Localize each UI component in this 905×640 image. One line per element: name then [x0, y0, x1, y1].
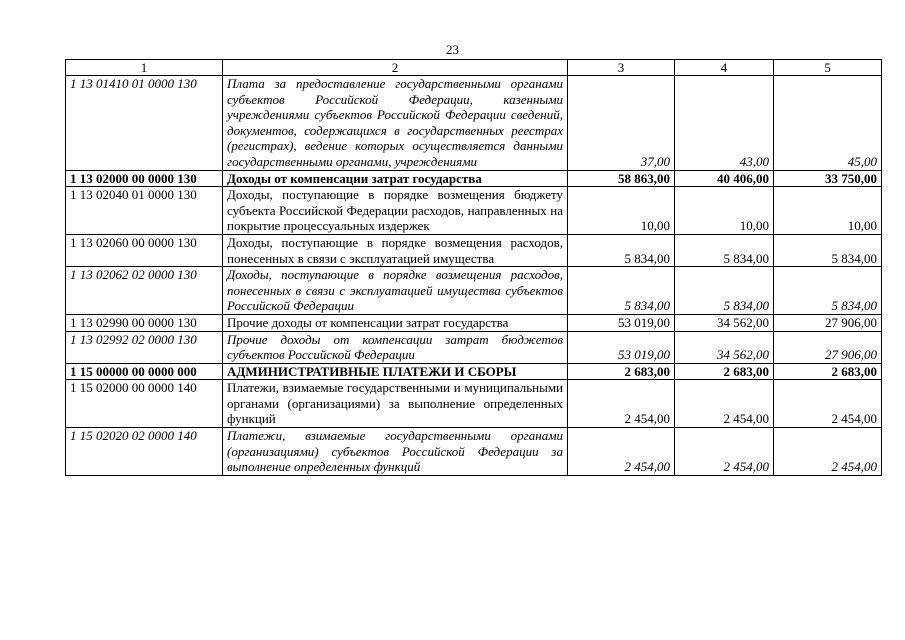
revenue-name-cell: Прочие доходы от компенсации затрат государства	[223, 314, 568, 331]
value-col5-cell: 2 683,00	[774, 363, 882, 380]
table-row	[66, 380, 882, 428]
value-col4-cell: 34 562,00	[675, 314, 774, 331]
table-row	[66, 267, 882, 315]
value-col5-cell: 27 906,00	[774, 314, 882, 331]
value-col4-cell: 5 834,00	[675, 234, 774, 266]
budget-table	[65, 59, 882, 476]
table-row	[66, 428, 882, 476]
value-col4-cell: 43,00	[675, 76, 774, 171]
value-col4-cell: 2 683,00	[675, 363, 774, 380]
column-header: 5	[774, 60, 882, 76]
value-col4-cell: 2 454,00	[675, 380, 774, 428]
value-col5-cell: 27 906,00	[774, 331, 882, 363]
revenue-name-cell: Плата за предоставление государственными органами субъектов Российской Федерации, казенными учреждениями субъектов Российской Федерации сведений, документов, содержащихся в государственных реестрах (регистрах), ведение которых осуществляется данными государственными органами, учреждениями	[223, 76, 568, 171]
revenue-name-cell: Доходы, поступающие в порядке возмещения расходов, понесенных в связи с эксплуатацией имущества	[223, 234, 568, 266]
revenue-name-cell: Доходы, поступающие в порядке возмещения бюджету субъекта Российской Федерации расходов, направленных на покрытие процессуальных издержек	[223, 187, 568, 235]
table-row	[66, 363, 882, 380]
value-col5-cell: 10,00	[774, 187, 882, 235]
column-header: 4	[675, 60, 774, 76]
budget-code-cell: 1 15 02000 00 0000 140	[66, 380, 223, 428]
revenue-name-cell: Доходы от компенсации затрат государства	[223, 170, 568, 187]
budget-code-cell: 1 13 01410 01 0000 130	[66, 76, 223, 171]
value-col4-cell: 34 562,00	[675, 331, 774, 363]
value-col4-cell: 5 834,00	[675, 267, 774, 315]
value-col5-cell: 2 454,00	[774, 380, 882, 428]
table-row	[66, 170, 882, 187]
table-row	[66, 234, 882, 266]
value-col3-cell: 2 454,00	[568, 428, 675, 476]
column-header: 2	[223, 60, 568, 76]
value-col4-cell: 10,00	[675, 187, 774, 235]
budget-code-cell: 1 13 02040 01 0000 130	[66, 187, 223, 235]
revenue-name-cell: АДМИНИСТРАТИВНЫЕ ПЛАТЕЖИ И СБОРЫ	[223, 363, 568, 380]
budget-code-cell: 1 13 02990 00 0000 130	[66, 314, 223, 331]
value-col5-cell: 5 834,00	[774, 234, 882, 266]
table-row	[66, 76, 882, 171]
value-col3-cell: 53 019,00	[568, 314, 675, 331]
budget-code-cell: 1 13 02000 00 0000 130	[66, 170, 223, 187]
value-col3-cell: 5 834,00	[568, 267, 675, 315]
value-col3-cell: 58 863,00	[568, 170, 675, 187]
page-number: 23	[446, 42, 459, 57]
value-col4-cell: 2 454,00	[675, 428, 774, 476]
revenue-name-cell: Платежи, взимаемые государственными органами (организациями) субъектов Российской Федерации за выполнение определенных функций	[223, 428, 568, 476]
value-col3-cell: 10,00	[568, 187, 675, 235]
value-col3-cell: 53 019,00	[568, 331, 675, 363]
value-col3-cell: 2 683,00	[568, 363, 675, 380]
revenue-name-cell: Доходы, поступающие в порядке возмещения расходов, понесенных в связи с эксплуатацией имущества субъектов Российской Федерации	[223, 267, 568, 315]
value-col3-cell: 2 454,00	[568, 380, 675, 428]
table-row	[66, 187, 882, 235]
value-col5-cell: 33 750,00	[774, 170, 882, 187]
table-row	[66, 331, 882, 363]
value-col5-cell: 5 834,00	[774, 267, 882, 315]
value-col5-cell: 2 454,00	[774, 428, 882, 476]
budget-code-cell: 1 13 02062 02 0000 130	[66, 267, 223, 315]
column-header: 1	[66, 60, 223, 76]
budget-code-cell: 1 13 02992 02 0000 130	[66, 331, 223, 363]
column-header: 3	[568, 60, 675, 76]
value-col3-cell: 37,00	[568, 76, 675, 171]
revenue-name-cell: Прочие доходы от компенсации затрат бюджетов субъектов Российской Федерации	[223, 331, 568, 363]
value-col5-cell: 45,00	[774, 76, 882, 171]
revenue-name-cell: Платежи, взимаемые государственными и муниципальными органами (организациями) за выполнение определенных функций	[223, 380, 568, 428]
value-col3-cell: 5 834,00	[568, 234, 675, 266]
budget-code-cell: 1 15 02020 02 0000 140	[66, 428, 223, 476]
table-header-row	[66, 60, 882, 76]
value-col4-cell: 40 406,00	[675, 170, 774, 187]
budget-code-cell: 1 13 02060 00 0000 130	[66, 234, 223, 266]
budget-code-cell: 1 15 00000 00 0000 000	[66, 363, 223, 380]
table-row	[66, 314, 882, 331]
